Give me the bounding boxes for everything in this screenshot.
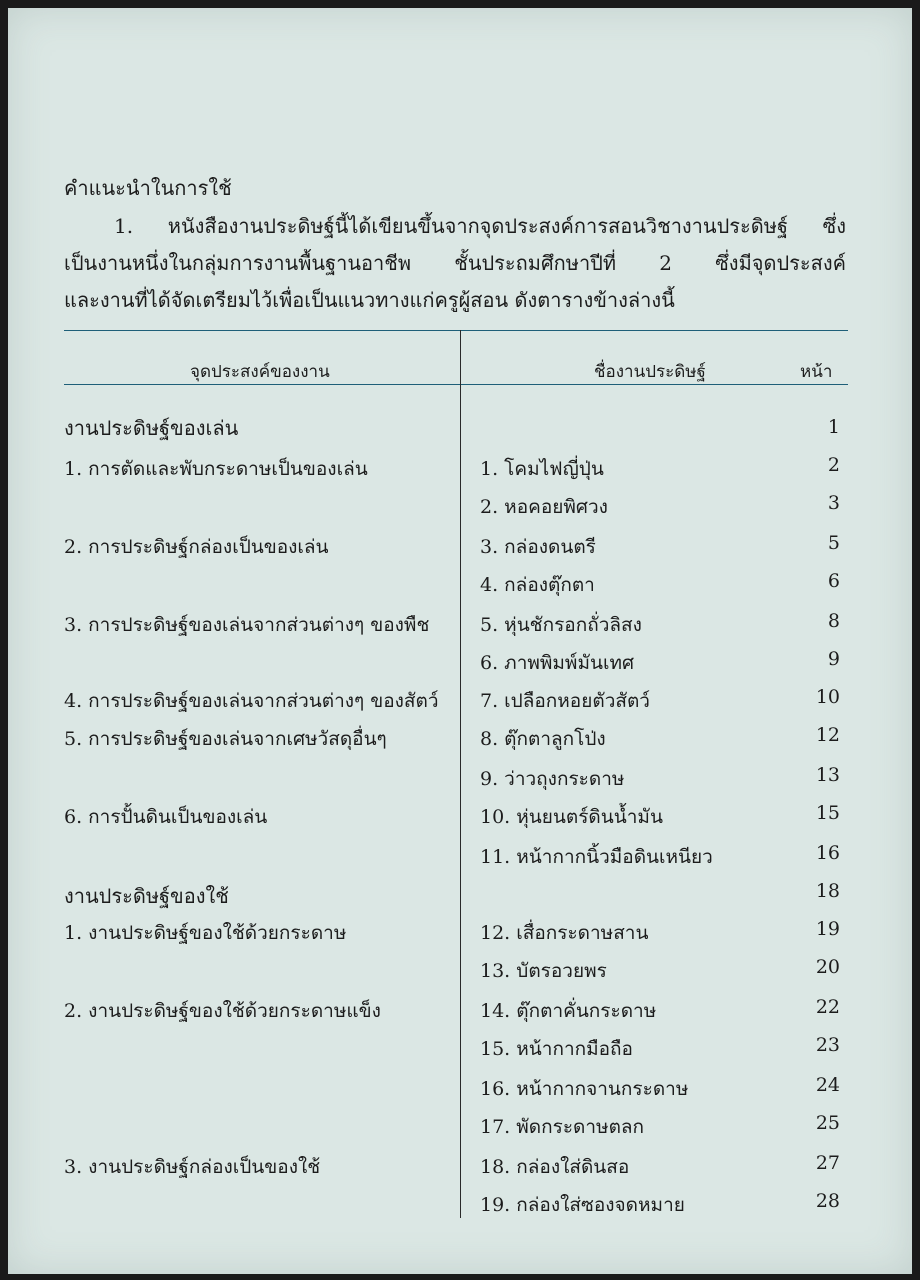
page-number: 9 xyxy=(827,648,840,670)
intro-line: 1. หนังสืองานประดิษฐ์นี้ได้เขียนขึ้นจากจุดประสงค์การสอนวิชางานประดิษฐ์ ซึ่ง xyxy=(114,214,846,238)
work-item: 7. เปลือกหอยตัวสัตว์ xyxy=(480,690,650,712)
page-number: 6 xyxy=(827,570,840,592)
table-header-rule xyxy=(64,384,848,385)
page-number: 20 xyxy=(815,956,840,978)
page-number: 18 xyxy=(815,880,840,902)
page-number: 15 xyxy=(815,802,840,824)
work-item: 10. หุ่นยนตร์ดินน้ำมัน xyxy=(480,806,663,828)
page-number: 2 xyxy=(827,454,840,476)
table-column-divider xyxy=(460,330,461,1218)
page-number: 16 xyxy=(815,842,840,864)
page-number: 24 xyxy=(815,1074,840,1096)
work-item: 4. กล่องตุ๊กตา xyxy=(480,574,595,596)
work-item: 2. หอคอยพิศวง xyxy=(480,496,608,518)
objective-item: 3. งานประดิษฐ์กล่องเป็นของใช้ xyxy=(64,1156,321,1178)
instructions-heading: คำแนะนำในการใช้ xyxy=(64,176,232,200)
objective-item: 2. การประดิษฐ์กล่องเป็นของเล่น xyxy=(64,536,329,558)
instructions-paragraph xyxy=(64,208,846,319)
work-item: 13. บัตรอวยพร xyxy=(480,960,607,982)
objective-item: 1. การตัดและพับกระดาษเป็นของเล่น xyxy=(64,458,368,480)
page-number: 12 xyxy=(815,724,840,746)
page-number: 19 xyxy=(815,918,840,940)
page-number: 1 xyxy=(827,416,840,438)
work-item: 17. พัดกระดาษตลก xyxy=(480,1116,645,1138)
objective-item: 2. งานประดิษฐ์ของใช้ด้วยกระดาษแข็ง xyxy=(64,1000,381,1022)
work-item: 12. เสื่อกระดาษสาน xyxy=(480,922,649,944)
intro-line: และงานที่ได้จัดเตรียมไว้เพื่อเป็นแนวทางแก่ครูผู้สอน ดังตารางข้างล่างนี้ xyxy=(64,288,675,312)
objective-item: 1. งานประดิษฐ์ของใช้ด้วยกระดาษ xyxy=(64,922,347,944)
section-toys: งานประดิษฐ์ของเล่น xyxy=(64,416,239,440)
page-number: 27 xyxy=(815,1152,840,1174)
document-page xyxy=(8,8,912,1274)
work-item: 19. กล่องใส่ซองจดหมาย xyxy=(480,1194,685,1216)
page-number: 8 xyxy=(827,610,840,632)
page-number: 10 xyxy=(815,686,840,708)
page-number: 5 xyxy=(827,532,840,554)
header-work-name: ชื่องานประดิษฐ์ xyxy=(594,362,706,382)
objective-item: 5. การประดิษฐ์ของเล่นจากเศษวัสดุอื่นๆ xyxy=(64,728,387,750)
page-number: 25 xyxy=(815,1112,840,1134)
page-number: 22 xyxy=(815,996,840,1018)
work-item: 6. ภาพพิมพ์มันเทศ xyxy=(480,652,635,674)
objective-item: 3. การประดิษฐ์ของเล่นจากส่วนต่างๆ ของพืช xyxy=(64,614,430,636)
work-item: 11. หน้ากากนิ้วมือดินเหนียว xyxy=(480,846,713,868)
header-page: หน้า xyxy=(800,362,833,382)
header-objective: จุดประสงค์ของงาน xyxy=(190,362,330,382)
section-utensils: งานประดิษฐ์ของใช้ xyxy=(64,884,229,908)
work-item: 9. ว่าวถุงกระดาษ xyxy=(480,768,625,790)
page-number: 13 xyxy=(815,764,840,786)
page-number: 23 xyxy=(815,1034,840,1056)
page-number: 3 xyxy=(827,492,840,514)
intro-line: เป็นงานหนึ่งในกลุ่มการงานพื้นฐานอาชีพ ชั้นประถมศึกษาปีที่ 2 ซึ่งมีจุดประสงค์ xyxy=(64,251,846,275)
page-number: 28 xyxy=(815,1190,840,1212)
work-item: 1. โคมไฟญี่ปุ่น xyxy=(480,458,604,480)
objective-item: 4. การประดิษฐ์ของเล่นจากส่วนต่างๆ ของสัตว์ xyxy=(64,690,439,712)
work-item: 16. หน้ากากจานกระดาษ xyxy=(480,1078,689,1100)
work-item: 14. ตุ๊กตาคั่นกระดาษ xyxy=(480,1000,657,1022)
table-top-rule xyxy=(64,330,848,331)
work-item: 5. หุ่นชักรอกถั่วลิสง xyxy=(480,614,642,636)
work-item: 3. กล่องดนตรี xyxy=(480,536,596,558)
objective-item: 6. การปั้นดินเป็นของเล่น xyxy=(64,806,268,828)
work-item: 8. ตุ๊กตาลูกโป่ง xyxy=(480,728,606,750)
work-item: 18. กล่องใส่ดินสอ xyxy=(480,1156,630,1178)
work-item: 15. หน้ากากมือถือ xyxy=(480,1038,633,1060)
